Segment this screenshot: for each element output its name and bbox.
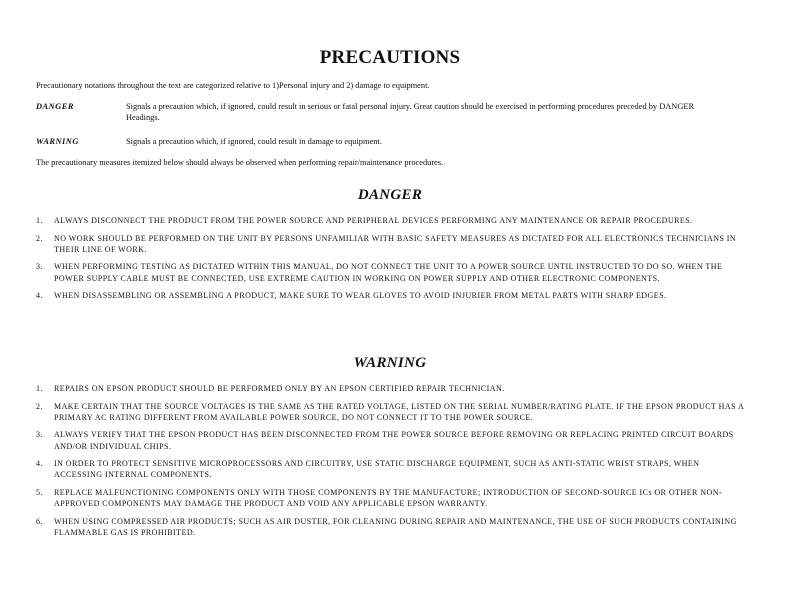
definition-term: WARNING [36,137,79,146]
warning-heading: WARNING [353,355,427,371]
item-text: WHEN USING COMPRESSED AIR PRODUCTS; SUCH AS AIR DUSTER, FOR CLEANING DURING REPAIR AND MAINTENANCE, THE USE OF SUCH PRODUCTS CONTAINING FLAMMABLE GAS IS PROHIBITED. [54,516,737,537]
item-number: 5. [36,487,43,497]
list-item [36,516,746,538]
danger-heading: DANGER [357,187,423,203]
list-item [36,290,746,301]
observe-note: The precautionary measures itemized below should always be observed when performing repair/maintenance procedures. [36,158,444,167]
item-number: 4. [36,291,43,301]
item-text: REPAIRS ON EPSON PRODUCT SHOULD BE PERFORMED ONLY BY AN EPSON CERTIFIED REPAIR TECHNICIAN. [54,384,505,393]
list-item [36,429,746,451]
page-title: PRECAUTIONS [319,47,461,68]
item-text: IN ORDER TO PROTECT SENSITIVE MICROPROCESSORS AND CIRCUITRY, USE STATIC DISCHARGE EQUIPMENT, SUCH AS ANTI-STATIC WRIST STRAPS, WHEN ACCESSING INTERNAL COMPONENTS. [54,459,700,480]
intro-text: Precautionary notations throughout the text are categorized relative to 1)Personal injury and 2) damage to equipment. [36,81,430,90]
definition-text: Signals a precaution which, if ignored, could result in serious or fatal personal injury. Great caution should be exercised in performing procedures preceded by DANGER Headings. [126,102,695,122]
list-item [36,458,746,480]
item-number: 1. [36,216,43,225]
item-text: REPLACE MALFUNCTIONING COMPONENTS ONLY WITH THOSE COMPONENTS BY THE MANUFACTURE; INTRODUCTION OF SECOND-SOURCE ICs OR OTHER NON-APPROVED COMPONENTS MAY DAMAGE THE PRODUCT AND VOID ANY APPLICABLE EPSON WARRANTY. [54,487,723,509]
item-text: WHEN DISASSEMBLING OR ASSEMBLING A PRODUCT, MAKE SURE TO WEAR GLOVES TO AVOID INJURIER FROM METAL PARTS WITH SHARP EDGES. [54,291,667,301]
item-text: NO WORK SHOULD BE PERFORMED ON THE UNIT BY PERSONS UNFAMILIAR WITH BASIC SAFETY MEASURES AS DICTATED FOR ALL ELECTRONICS TECHNICIANS IN THEIR LINE OF WORK. [54,233,737,254]
list-item [36,215,746,226]
item-number: 2. [36,233,43,243]
list-item [36,401,746,423]
list-item [36,487,746,509]
item-text: ALWAYS DISCONNECT THE PRODUCT FROM THE POWER SOURCE AND PERIPHERAL DEVICES PERFORMING ANY MAINTENANCE OR REPAIR PROCEDURES. [54,216,693,225]
item-number: 3. [36,430,43,440]
item-text: ALWAYS VERIFY THAT THE EPSON PRODUCT HAS BEEN DISCONNECTED FROM THE POWER SOURCE BEFORE REMOVING OR REPLACING PRINTED CIRCUIT BOARDS AND/OR INDIVIDUAL CHIPS. [54,430,734,451]
item-number: 6. [36,516,43,526]
item-text: WHEN PERFORMING TESTING AS DICTATED WITHIN THIS MANUAL, DO NOT CONNECT THE UNIT TO A POWER SOURCE UNTIL INSTRUCTED TO DO SO. WHEN THE POWER SUPPLY CABLE MUST BE CONNECTED, USE EXTREME CAUTION IN WORKING ON POWER SUPPLY AND OTHER ELECTRONIC COMPONENTS. [54,262,723,283]
warning-list [36,383,746,545]
definition-text: Signals a precaution which, if ignored, could result in damage to equipment. [126,137,382,146]
list-item [36,261,746,283]
danger-list [36,215,746,308]
list-item [36,233,746,255]
item-number: 2. [36,401,43,411]
definition-term: DANGER [36,102,74,111]
item-number: 1. [36,384,43,393]
item-text: MAKE CERTAIN THAT THE SOURCE VOLTAGES IS THE SAME AS THE RATED VOLTAGE, LISTED ON THE SERIAL NUMBER/RATING PLATE. IF THE EPSON PRODUCT HAS A PRIMARY AC RATING DIFFERENT FROM AVAILABLE POWER SOURCE, DO NOT CONNECT IT TO THE POWER SOURCE. [54,401,744,422]
item-number: 4. [36,459,43,469]
item-number: 3. [36,262,43,272]
list-item [36,383,746,394]
